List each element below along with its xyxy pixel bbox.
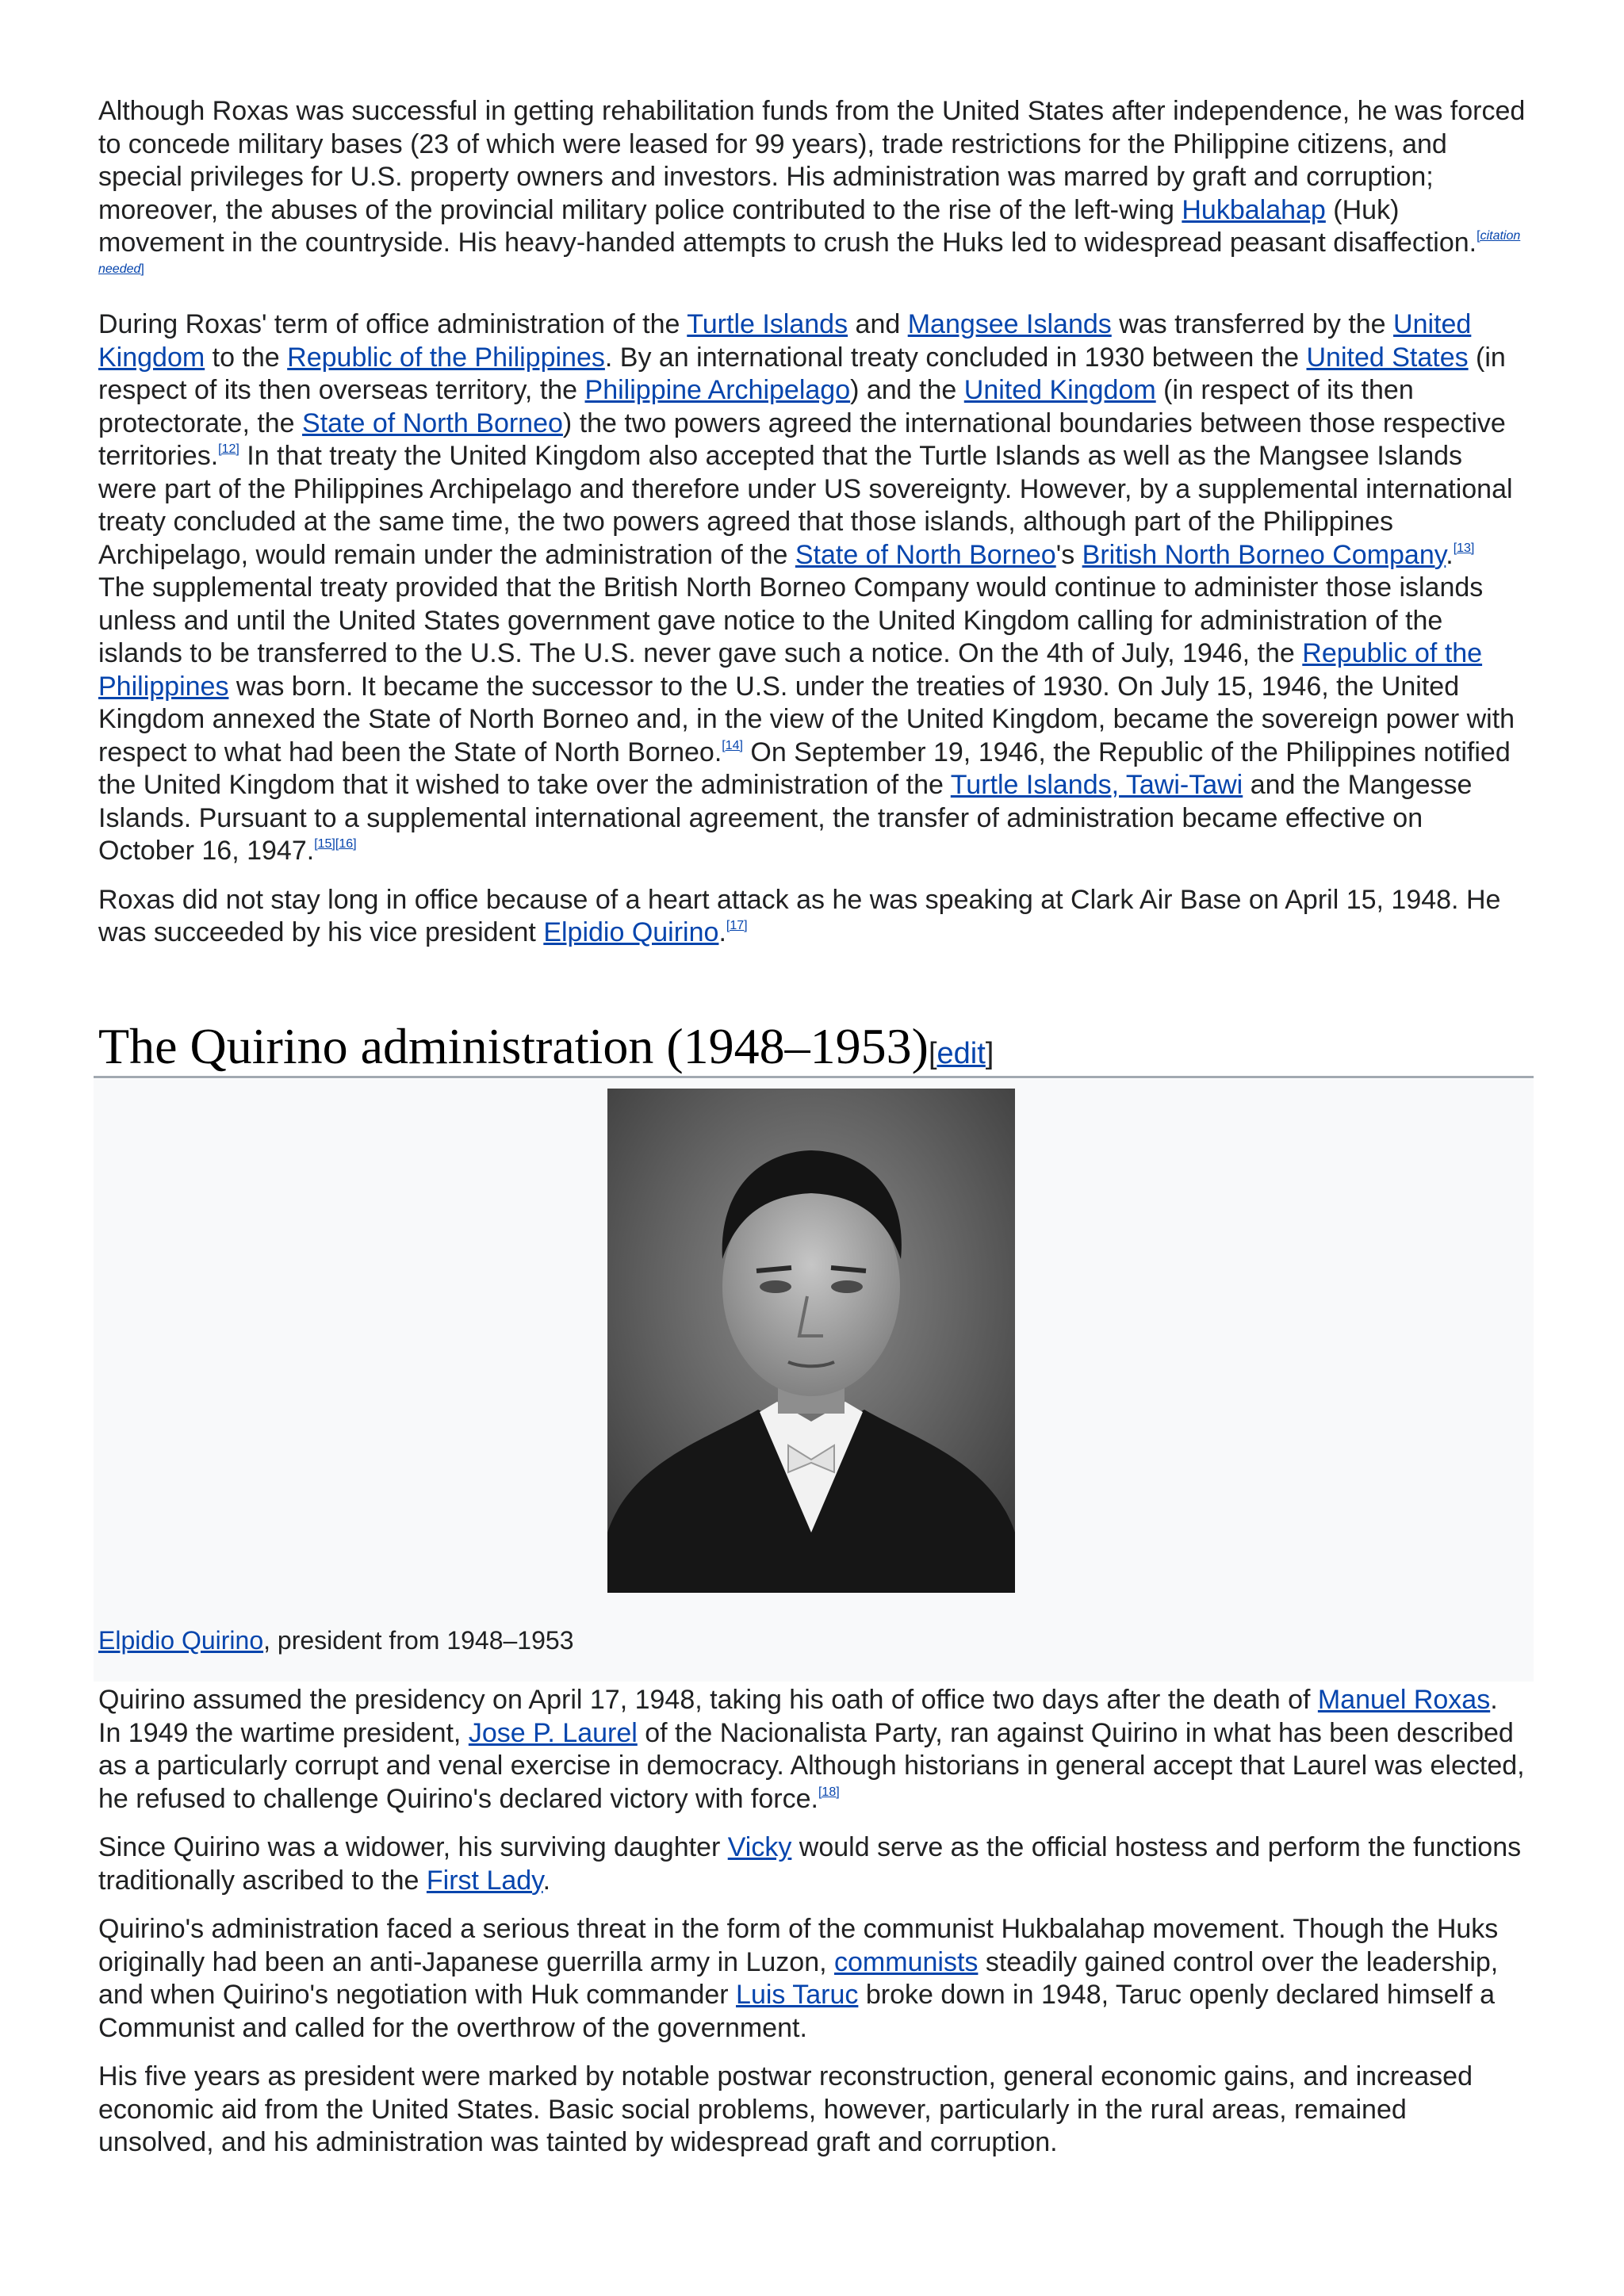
quirino-portrait-image[interactable] <box>607 1089 1015 1593</box>
link-vicky[interactable]: Vicky <box>727 1832 792 1862</box>
paragraph-roxas-death <box>98 884 1526 950</box>
paragraph-roxas-rehabilitation <box>98 95 1526 293</box>
paragraph-quirino-legacy <box>98 2061 1526 2160</box>
link-united-states[interactable]: United States <box>1306 342 1469 373</box>
text: . By an international treaty concluded in 1930 between the <box>604 342 1307 373</box>
link-turtle-islands[interactable]: Turtle Islands <box>687 309 848 339</box>
link-republic-of-the-philippines-2[interactable]: Republic of the Philippines <box>98 638 1483 702</box>
reference-15-16[interactable]: [15][16] <box>314 837 357 851</box>
text: In that treaty the United Kingdom also accepted that the Turtle Islands as well as the Mangsee Islands were part of the Philippines Archipelago and therefore under US sovereignty. However, by a supplemental international treaty concluded at the same time, the two powers agreed that those islands, although part of the Philippines Archipelago, would remain under the administration of the <box>98 441 1513 570</box>
text: steadily gained control over the leadership, and when Quirino's negotiation with Huk commander <box>98 1946 1499 2010</box>
article-top <box>98 95 1526 966</box>
text: broke down in 1948, Taruc openly declared himself a Communist and called for the overthrow of the government. <box>98 1980 1496 2043</box>
reference-12[interactable]: [12] <box>218 442 239 456</box>
edit-link[interactable]: edit <box>936 1037 986 1070</box>
text: and the Mangesse Islands. Pursuant to a supplemental international agreement, the transfer of administration became effective on October 16, 1947. <box>98 770 1473 866</box>
link-mangsee-islands[interactable]: Mangsee Islands <box>907 309 1112 339</box>
link-luis-taruc[interactable]: Luis Taruc <box>736 1980 859 2010</box>
text: Quirino's administration faced a serious threat in the form of the communist Hukbalahap movement. Though the Huks originally had been an anti-Japanese guerrilla army in Luzon, <box>98 1914 1499 1977</box>
text: to the <box>205 342 288 373</box>
paragraph-first-lady <box>98 1831 1526 1897</box>
link-jose-p-laurel[interactable]: Jose P. Laurel <box>468 1717 638 1748</box>
link-philippine-archipelago[interactable]: Philippine Archipelago <box>584 375 851 405</box>
link-united-kingdom[interactable]: United Kingdom <box>98 309 1472 373</box>
text: . In 1949 the wartime president, <box>98 1685 1498 1748</box>
reference-14[interactable]: [14] <box>722 738 743 752</box>
text: (in respect of its then overseas territory, the <box>98 342 1506 405</box>
caption-link-elpidio-quirino[interactable]: Elpidio Quirino <box>98 1626 264 1655</box>
link-united-kingdom-2[interactable]: United Kingdom <box>963 375 1156 405</box>
heading-quirino-administration: The Quirino administration (1948–1953)[edit] <box>98 1018 994 1074</box>
reference-17[interactable]: [17] <box>726 919 748 932</box>
text: . <box>718 917 726 947</box>
paragraph-quirino-presidency <box>98 1684 1526 1816</box>
text: (in respect of its then protectorate, the <box>98 375 1414 438</box>
edit-section: [edit] <box>928 1037 994 1070</box>
link-british-north-borneo-company[interactable]: British North Borneo Company <box>1082 539 1446 570</box>
text: During Roxas' term of office administration of the <box>98 309 688 339</box>
text: Roxas did not stay long in office because of a heart attack as he was speaking at Clark Air Base on April 15, 1948. He was succeeded by his vice president <box>98 884 1501 947</box>
citation-needed[interactable]: [citation needed] <box>98 229 1521 276</box>
article-bottom <box>98 1684 1526 2175</box>
text: Since Quirino was a widower, his surviving daughter <box>98 1832 728 1862</box>
link-republic-of-the-philippines[interactable]: Republic of the Philippines <box>287 342 605 373</box>
text: and <box>848 309 908 339</box>
text: The supplemental treaty provided that the British North Borneo Company would continue to administer those islands unless and until the United States government gave notice to the United Kingdom calling for administration of the islands to be transferred to the U.S. The U.S. never gave such a notice. On the 4th of July, 1946, the <box>98 572 1484 668</box>
text: Although Roxas was successful in getting rehabilitation funds from the United States after independence, he was forced to concede military bases (23 of which were leased for 99 years), trade restrictions for the Philippine citizens, and special privileges for U.S. property owners and investors. His administration was marred by graft and corruption; moreover, the abuses of the provincial military police contributed to the rise of the left-wing <box>98 96 1526 225</box>
link-elpidio-quirino[interactable]: Elpidio Quirino <box>543 917 719 947</box>
text: 's <box>1055 539 1082 570</box>
text: of the Nacionalista Party, ran against Quirino in what has been described as a particularly corrupt and venal exercise in democracy. Although historians in general accept that Laurel was elected, he refused to challenge Quirino's declared victory with force. <box>98 1717 1525 1814</box>
link-hukbalahap[interactable]: Hukbalahap <box>1182 194 1326 225</box>
link-state-of-north-borneo-2[interactable]: State of North Borneo <box>795 539 1056 570</box>
paragraph-turtle-islands <box>98 308 1526 868</box>
text: On September 19, 1946, the Republic of the Philippines notified the United Kingdom that it wished to take over the administration of the <box>98 737 1511 800</box>
link-communists[interactable]: communists <box>834 1946 979 1977</box>
text: ) and the <box>850 375 964 405</box>
text: would serve as the official hostess and perform the functions traditionally ascribed to the <box>98 1832 1522 1896</box>
text: Quirino assumed the presidency on April 17, 1948, taking his oath of office two days after the death of <box>98 1685 1318 1715</box>
section-heading <box>98 1016 1526 1084</box>
link-first-lady[interactable]: First Lady <box>426 1865 543 1896</box>
link-state-of-north-borneo[interactable]: State of North Borneo <box>302 408 563 438</box>
text: His five years as president were marked by notable postwar reconstruction, general economic gains, and increased economic aid from the United States. Basic social problems, however, particularly in the rural areas, remained unsolved, and his administration was tainted by widespread graft and corruption. <box>98 2061 1473 2157</box>
text: was born. It became the successor to the U.S. under the treaties of 1930. On July 15, 1946, the United Kingdom annexed the State of North Borneo and, in the view of the United Kingdom, became the sovereign power with respect to what had been the State of North Borneo. <box>98 671 1515 767</box>
link-manuel-roxas[interactable]: Manuel Roxas <box>1317 1685 1491 1715</box>
portrait-figure <box>94 1079 1534 1682</box>
link-turtle-islands-tawi-tawi[interactable]: Turtle Islands, Tawi-Tawi <box>950 770 1243 800</box>
reference-18[interactable]: [18] <box>818 1785 840 1799</box>
reference-13[interactable]: [13] <box>1453 541 1475 555</box>
text: . <box>1446 539 1454 570</box>
text: (Huk) movement in the countryside. His heavy-handed attempts to crush the Huks led to widespread peasant disaffection. <box>98 194 1477 258</box>
text: was transferred by the <box>1111 309 1394 339</box>
paragraph-hukbalahap-threat <box>98 1913 1526 2045</box>
text: . <box>542 1865 551 1896</box>
heading-underline <box>94 1076 1534 1078</box>
figure-caption: Elpidio Quirino, president from 1948–1953 <box>98 1626 574 1655</box>
text: ) the two powers agreed the international boundaries between those respective territories. <box>98 408 1506 471</box>
